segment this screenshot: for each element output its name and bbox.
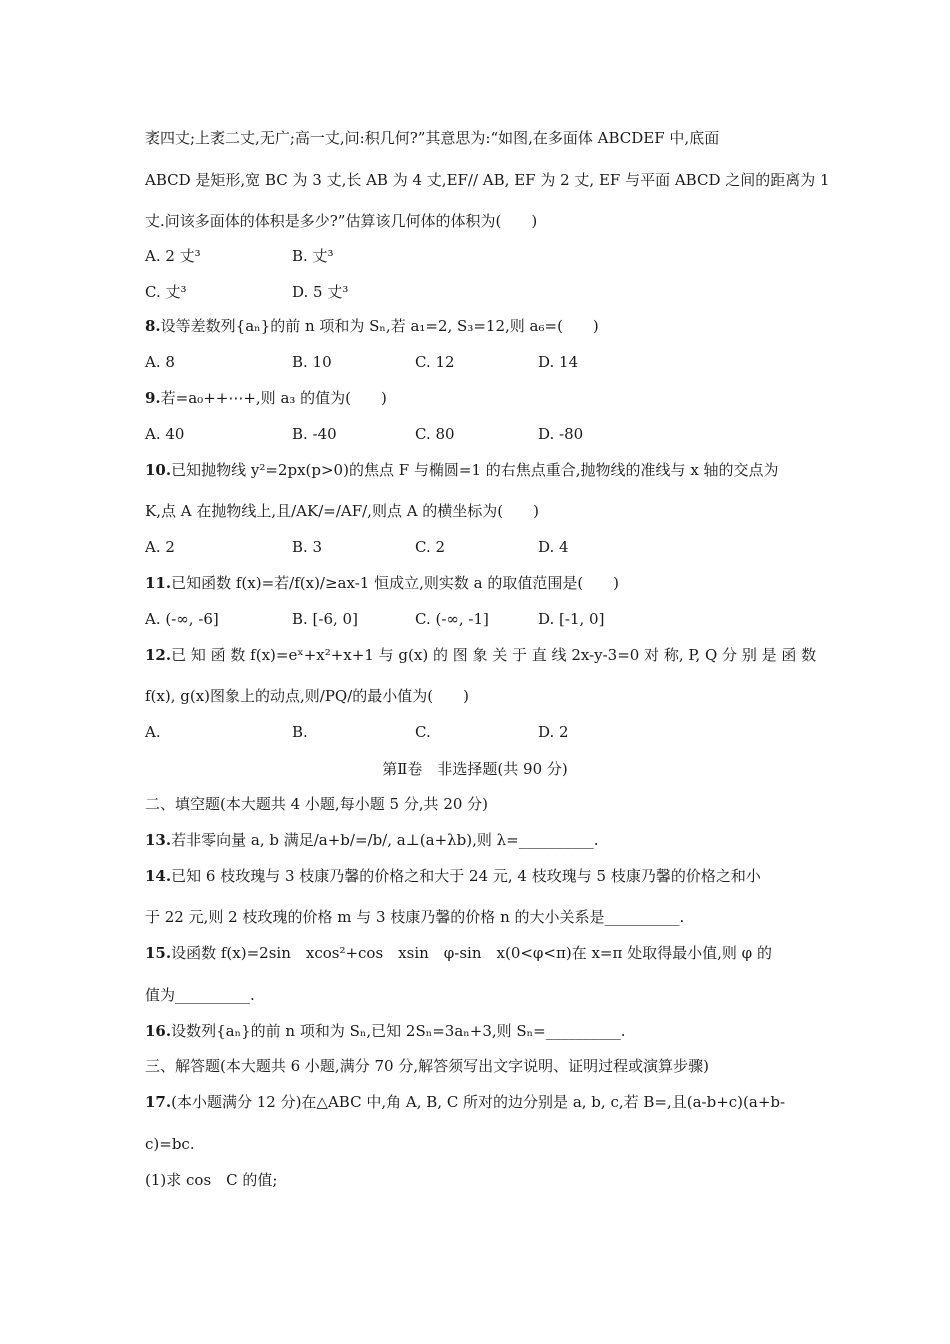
q12-option-c: C. <box>415 723 431 741</box>
q16-stem <box>145 1021 626 1041</box>
q9-option-b: B. -40 <box>292 425 337 443</box>
q10-stem-line1 <box>145 460 779 480</box>
q14-stem-line1 <box>145 866 761 886</box>
q8-option-a: A. 8 <box>145 353 175 371</box>
q12-text-line1: 已 知 函 数 f(x)=eˣ+x²+x+1 与 g(x) 的 图 象 关 于 直 线 2x-y-3=0 对 称, P, Q 分 别 是 函 数 <box>171 646 817 664</box>
q9-stem <box>145 388 387 408</box>
q15-text-line1: 设函数 f(x)=2sin xcos²+cos xsin φ-sin x(0<φ<π)在 x=π 处取得最小值,则 φ 的 <box>171 944 772 962</box>
q17-stem-line1 <box>145 1092 785 1112</box>
q13-number: 13. <box>145 831 172 849</box>
q12-option-b: B. <box>292 723 308 741</box>
q10-option-b: B. 3 <box>292 538 323 556</box>
q10-option-d: D. 4 <box>538 538 569 556</box>
q17-sub1: (1)求 cos C 的值; <box>145 1171 278 1189</box>
q15-number: 15. <box>145 944 172 962</box>
q17-text-line1: (本小题满分 12 分)在△ABC 中,角 A, B, C 所对的边分别是 a, b, c,若 B=,且(a-b+c)(a+b- <box>171 1093 786 1111</box>
q7-text-line1: 袤四丈;上袤二丈,无广;高一丈,问:积几何?”其意思为:“如图,在多面体 ABCDEF 中,底面 <box>145 129 720 147</box>
q11-stem <box>145 573 619 593</box>
q11-option-d: D. [-1, 0] <box>538 610 605 628</box>
q11-text: 已知函数 f(x)=若/f(x)/≥ax-1 恒成立,则实数 a 的取值范围是( ) <box>171 574 620 592</box>
part2-heading: 二、填空题(本大题共 4 小题,每小题 5 分,共 20 分) <box>145 795 489 813</box>
q16-number: 16. <box>145 1022 172 1040</box>
q12-number: 12. <box>145 646 172 664</box>
q10-number: 10. <box>145 461 172 479</box>
q7-option-c: C. 丈³ <box>145 283 187 301</box>
q7-text-line3: 丈.问该多面体的体积是多少?”估算该几何体的体积为( ) <box>145 212 538 230</box>
part3-heading: 三、解答题(本大题共 6 小题,满分 70 分,解答须写出文字说明、证明过程或演算步骤) <box>145 1057 709 1075</box>
q12-option-a: A. <box>145 723 161 741</box>
q11-number: 11. <box>145 574 172 592</box>
q8-option-b: B. 10 <box>292 353 332 371</box>
q8-number: 8. <box>145 317 161 335</box>
q7-option-d: D. 5 丈³ <box>292 283 349 301</box>
q7-option-b: B. 丈³ <box>292 247 334 265</box>
q14-text-line2: 于 22 元,则 2 枝玫瑰的价格 m 与 3 枝康乃馨的价格 n 的大小关系是__________. <box>145 908 685 926</box>
q14-number: 14. <box>145 867 172 885</box>
q17-text-line2: c)=bc. <box>145 1135 195 1153</box>
q8-option-d: D. 14 <box>538 353 579 371</box>
q15-text-line2: 值为__________. <box>145 986 255 1004</box>
q8-option-c: C. 12 <box>415 353 455 371</box>
q12-stem-line1 <box>145 645 816 665</box>
q8-stem <box>145 316 599 336</box>
q9-option-a: A. 40 <box>145 425 185 443</box>
q9-text: 若=a₀++⋯+,则 a₃ 的值为( ) <box>160 389 387 407</box>
q12-option-d: D. 2 <box>538 723 569 741</box>
q9-option-d: D. -80 <box>538 425 584 443</box>
q9-option-c: C. 80 <box>415 425 455 443</box>
q7-text-line2: ABCD 是矩形,宽 BC 为 3 丈,长 AB 为 4 丈,EF// AB, EF 为 2 丈, EF 与平面 ABCD 之间的距离为 1 <box>145 171 830 189</box>
q7-option-a: A. 2 丈³ <box>145 247 201 265</box>
q10-option-c: C. 2 <box>415 538 446 556</box>
q13-stem <box>145 830 599 850</box>
q8-text: 设等差数列{aₙ}的前 n 项和为 Sₙ,若 a₁=2, S₃=12,则 a₆=( ) <box>160 317 599 335</box>
q12-text-line2: f(x), g(x)图象上的动点,则/PQ/的最小值为( ) <box>145 687 469 705</box>
q10-option-a: A. 2 <box>145 538 175 556</box>
q16-text: 设数列{aₙ}的前 n 项和为 Sₙ,已知 2Sₙ=3aₙ+3,则 Sₙ=__________. <box>171 1022 626 1040</box>
q9-number: 9. <box>145 389 161 407</box>
q11-option-a: A. (-∞, -6] <box>145 610 219 628</box>
q17-number: 17. <box>145 1093 172 1111</box>
q10-text-line2: K,点 A 在抛物线上,且/AK/=/AF/,则点 A 的横坐标为( ) <box>145 502 540 520</box>
q10-text-line1: 已知抛物线 y²=2px(p>0)的焦点 F 与椭圆=1 的右焦点重合,抛物线的准线与 x 轴的交点为 <box>171 461 779 479</box>
q11-option-c: C. (-∞, -1] <box>415 610 489 628</box>
section2-title: 第Ⅱ卷 非选择题(共 90 分) <box>382 760 568 778</box>
q15-stem-line1 <box>145 943 772 963</box>
q13-text: 若非零向量 a, b 满足/a+b/=/b/, a⊥(a+λb),则 λ=__________. <box>171 831 599 849</box>
q11-option-b: B. [-6, 0] <box>292 610 358 628</box>
q14-text-line1: 已知 6 枝玫瑰与 3 枝康乃馨的价格之和大于 24 元, 4 枝玫瑰与 5 枝康乃馨的价格之和小 <box>171 867 761 885</box>
